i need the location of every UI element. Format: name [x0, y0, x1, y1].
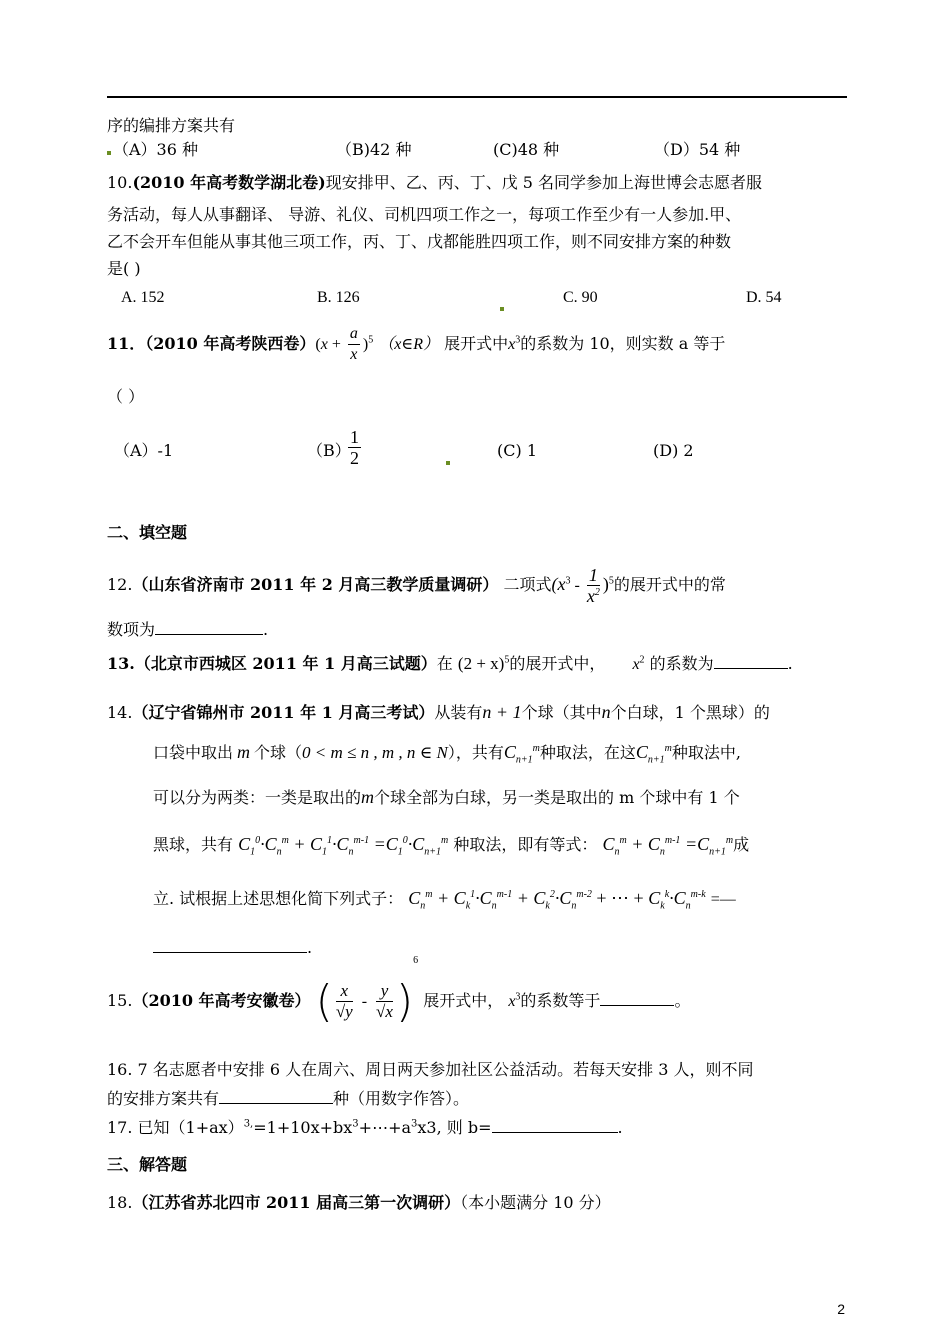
q15-big-paren-close: ): [395, 975, 414, 1027]
q11-option-b: （B）: [307, 441, 351, 460]
mark-dot: [107, 151, 111, 155]
q9-options: [107, 140, 198, 160]
q11-x3-base: x: [508, 336, 516, 353]
q12-source: （山东省济南市 2011 年 2 月高三教学质量调研）: [132, 575, 499, 594]
q9-option-c: (C)48 种: [493, 140, 560, 159]
q13-text-1: 在: [436, 654, 453, 673]
q16-line-2: [107, 1089, 469, 1109]
q11-x3-exp: 3: [515, 334, 521, 346]
q12-answer-blank[interactable]: [155, 620, 263, 635]
q15-minus: -: [361, 993, 368, 1010]
q11-source: （2010 年高考陕西卷）: [145, 334, 316, 353]
q13-line: [107, 650, 793, 679]
q15-f2-num: y: [376, 981, 393, 1002]
q15-number: 15.: [107, 991, 133, 1010]
q14-text-7: 种取法，在这: [539, 743, 636, 762]
q13-exp: 5: [504, 654, 510, 666]
q14-text-5: 个球（: [254, 743, 303, 762]
q14-text-10: 个球全部为白球，另一类是取出的 m 个球中有 1 个: [374, 788, 740, 807]
q11-paren-open: (: [315, 336, 321, 353]
q11-frac-den: x: [350, 346, 358, 363]
q10-line-2: 务活动，每人从事翻译、 导游、礼仪、司机四项工作之一，每项工作至少有一人参加.甲、: [107, 205, 742, 224]
section-solutions: 三、解答题: [107, 1155, 188, 1174]
q14-n-plus-1: n + 1: [482, 702, 522, 722]
q14-text-9: 可以分为两类：一类是取出的: [153, 788, 362, 807]
q10-text-1: 现安排甲、乙、丙、丁、戊 5 名同学参加上海世博会志愿者服: [325, 173, 763, 192]
q18-source: （江苏省苏北四市 2011 届高三第一次调研）: [132, 1193, 461, 1212]
q17-text-1: 17. 已知（1+ax）: [107, 1118, 244, 1137]
q14-m: m: [237, 742, 251, 762]
q13-x: x: [632, 656, 640, 673]
q13-number: 13.: [107, 654, 135, 673]
q15-fraction-1: [336, 981, 353, 1022]
q16-text-2: 种（用数字作答）。: [333, 1089, 470, 1108]
q14-identity-lhs: $C_1^0\cdot C_n^m + C_1^1\cdot C_n^{m-1} =C_1^0\cdot C_{n+1}^m$: [238, 834, 449, 858]
q11-option-d: (D) 2: [653, 441, 694, 460]
section-fill-blank: 二、填空题: [107, 523, 188, 542]
q12-end: .: [263, 620, 269, 639]
q14-text-3: 个白球，1 个黑球）的: [610, 703, 770, 722]
q14-text-2: 个球（其中: [521, 703, 602, 722]
q10-option-d: D. 54: [746, 289, 782, 306]
intro-line: 序的编排方案共有: [107, 116, 236, 135]
q16-answer-blank[interactable]: [219, 1089, 333, 1104]
q12-number: 12.: [107, 575, 133, 594]
q18-line: [107, 1193, 611, 1213]
q14-text-12: 种取法，即有等式：: [453, 835, 598, 854]
q12-line-2: [107, 620, 268, 640]
q11-frac-num: a: [348, 324, 360, 345]
q17-text-4: x3, 则 b=: [417, 1118, 492, 1137]
q9-option-d: （D）54 种: [654, 140, 741, 159]
q13-source: （北京市西城区 2011 年 1 月高三试题）: [134, 654, 437, 673]
q15-line: [107, 955, 691, 1038]
q14-source: （辽宁省锦州市 2011 年 1 月高三考试）: [132, 703, 435, 722]
q15-text-1: 展开式中，: [423, 991, 504, 1010]
page-number: 2: [837, 1301, 845, 1317]
q11-exp: 5: [368, 334, 374, 346]
q17-line: [107, 1118, 623, 1138]
q17-text-2: =1+10x+bx: [253, 1118, 353, 1137]
q14-line-2: [153, 735, 741, 770]
q11-number: 11．: [107, 334, 146, 353]
q10-line-4: 是( ): [107, 259, 141, 278]
q15-f2-den: √x: [376, 1002, 393, 1021]
q10-option-c: C. 90: [563, 289, 598, 306]
q15-big-paren-open: (: [315, 975, 333, 1027]
q11-answer-paren: （ ）: [107, 387, 145, 406]
q11-option-c: (C) 1: [497, 441, 537, 460]
q14-equals: =—: [710, 891, 736, 908]
q13-text-3: 的系数为: [649, 654, 714, 673]
q14-text-1: 从装有: [434, 703, 483, 722]
q11-fraction: [348, 324, 360, 365]
q12-frac-num: 1: [588, 565, 598, 585]
q15-answer-blank[interactable]: [600, 991, 674, 1006]
q15-exp: 6: [413, 955, 419, 966]
q14-line-1: [107, 702, 770, 723]
q14-line-6: [153, 938, 312, 958]
q15-text-2: 的系数等于: [520, 991, 601, 1010]
q14-comb-1: $C_{n+1}^m$: [503, 742, 540, 766]
q15-source: （2010 年高考安徽卷）: [132, 991, 311, 1010]
q11-optb-den: 2: [350, 448, 359, 468]
mark-dot: [500, 307, 504, 311]
q12-text-3: 数项为: [107, 620, 156, 639]
q11-plus: +: [327, 336, 345, 353]
q14-condition: 0 < m ≤ n , m , n ∈ N: [302, 743, 448, 762]
q14-n: n: [601, 702, 611, 722]
header-rule: [107, 96, 847, 98]
q13-expr: (2 + x): [457, 654, 505, 673]
q11-option-b-fraction: [345, 427, 364, 468]
q18-text: （本小题满分 10 分）: [460, 1193, 611, 1212]
q11-optb-num: 1: [350, 427, 359, 447]
q15-f1-den: √y: [335, 1002, 353, 1021]
q15-end: 。: [674, 991, 691, 1010]
q11-text-2: 的系数为 10，则实数 a 等于: [520, 334, 726, 353]
q13-answer-blank[interactable]: [714, 654, 788, 669]
q12-close: ): [602, 574, 609, 594]
q12-frac-den: x: [586, 586, 595, 606]
q12-frac-den-sup: 2: [594, 587, 600, 598]
q16-line-1: 16. 7 名志愿者中安排 6 人在周六、周日两天参加社区公益活动。若每天安排 3 人，则不同: [107, 1060, 754, 1079]
q10-line-3: 乙不会开车但能从事其他三项工作，丙、丁、戊都能胜四项工作，则不同安排方案的种数: [107, 232, 732, 251]
q14-text-13: 成: [733, 835, 750, 854]
q17-answer-blank[interactable]: [492, 1118, 618, 1133]
q11-x: x: [320, 336, 328, 353]
q17-text-3: +⋯+a: [358, 1118, 412, 1137]
q11-paren-close: ): [362, 336, 369, 353]
q14-line-3: [153, 787, 740, 808]
q14-answer-blank[interactable]: [153, 938, 307, 953]
q12-expr-sup: 3: [565, 575, 571, 587]
q10-option-b: B. 126: [317, 289, 360, 306]
q12-minus: -: [570, 577, 584, 594]
q14-text-11: 黑球，共有: [153, 835, 234, 854]
q17-sup-3: 3: [411, 1118, 418, 1130]
q9-option-a: （A）36 种: [113, 140, 199, 159]
q14-line-5: [153, 880, 736, 918]
q14-text-6: ），共有: [447, 743, 504, 762]
q14-identity-rhs: $C_n^m + C_n^{m-1} =C_{n+1}^m$: [602, 834, 734, 858]
q11-line-1: [107, 324, 725, 365]
q17-sup-2: 3: [352, 1118, 359, 1130]
mark-dot: [446, 461, 450, 465]
q15-x-exp: 3: [515, 991, 521, 1003]
q17-end: .: [617, 1118, 623, 1137]
q12-expr-pre: (x: [551, 574, 566, 594]
q16-text-1: 的安排方案共有: [107, 1089, 220, 1108]
q12-text-1: 二项式: [503, 575, 552, 594]
q11-option-a: （A）-1: [114, 441, 174, 460]
q15-x: x: [508, 993, 516, 1010]
q15-fraction-2: [376, 981, 393, 1022]
q14-number: 14.: [107, 703, 133, 722]
q14-comb-2: $C_{n+1}^m$: [635, 742, 672, 766]
q11-text-1: 展开式中: [444, 334, 509, 353]
q14-m-2: m: [361, 787, 375, 807]
q12-fraction: [587, 565, 600, 606]
q12-text-2: 的展开式中的常: [613, 575, 726, 594]
q13-end: .: [787, 654, 793, 673]
q14-text-8: 种取法中,: [671, 743, 741, 762]
q10-option-a: A. 152: [121, 289, 165, 306]
q11-condition: （x∈R）: [378, 336, 440, 353]
q18-number: 18.: [107, 1193, 133, 1212]
q9-option-b: （B)42 种: [336, 140, 412, 159]
q12-line-1: [107, 564, 726, 606]
q13-text-2: 的展开式中，: [509, 654, 606, 673]
q14-text-14: 立. 试根据上述思想化简下列式子：: [153, 889, 404, 908]
q14-sum-expression: $C_n^m + C_k^1\cdot C_n^{m-1} + C_k^2\cdot C_n^{m-2}$ + ⋯ + $C_k^k\cdot C_n^{m-k}$: [408, 888, 706, 912]
q15-f1-num: x: [336, 981, 353, 1002]
q14-text-4: 口袋中取出: [153, 743, 234, 762]
q12-exp: 5: [608, 575, 614, 587]
q14-line-4: [153, 826, 749, 863]
q10-number: 10.: [107, 173, 133, 192]
q17-sup-1: 3,: [243, 1118, 254, 1130]
q13-x-exp: 2: [639, 654, 645, 666]
q14-end: .: [307, 938, 313, 957]
q10-source: (2010 年高考数学湖北卷): [132, 173, 326, 192]
q10-line-1: [107, 173, 762, 193]
